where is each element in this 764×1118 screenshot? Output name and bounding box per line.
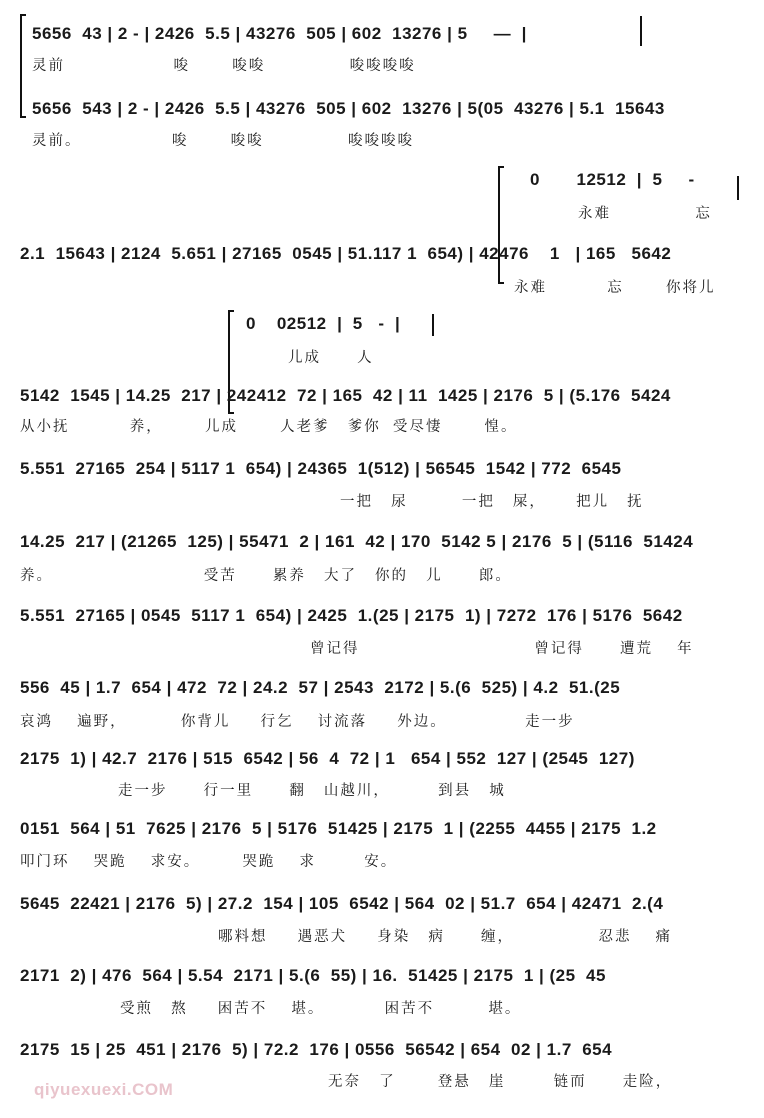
notes-r4: 5142 1545 | 14.25 217 | 242412 72 | 165 42 | 11 1425 | 2176 5 | (5.176 5424 — [20, 386, 671, 405]
lyrics-r7: 曾记得 曾记得 遭荒 年 — [310, 641, 694, 657]
system-bracket-top — [20, 14, 26, 118]
notes-r7: 5.551 27165 | 0545 5117 1 654) | 2425 1.(25 | 2175 1) | 7272 176 | 5176 5642 — [20, 606, 683, 625]
notes-r5: 5.551 27165 254 | 5117 1 654) | 24365 1(512) | 56545 1542 | 772 6545 — [20, 459, 622, 478]
lyrics-r9: 走一步 行一里 翻 山越川， 到县 城 — [118, 783, 506, 799]
notes-r1: 5656 43 | 2 - | 2426 5.5 | 43276 505 | 602 13276 | 5 — | — [32, 24, 527, 43]
lyrics-r8: 哀鸿 遍野， 你背儿 行乞 讨流落 外边。 走一步 — [20, 714, 575, 730]
barline — [737, 176, 739, 200]
notes-r8: 556 45 | 1.7 654 | 472 72 | 24.2 57 | 2543 2172 | 5.(6 525) | 4.2 51.(25 — [20, 678, 621, 697]
notes-r13: 2175 15 | 25 451 | 2176 5) | 72.2 176 | 0556 56542 | 654 02 | 1.7 654 — [20, 1040, 613, 1059]
notes-r10: 0151 564 | 51 7625 | 2176 5 | 5176 51425 | 2175 1 | (2255 4455 | 2175 1.2 — [20, 819, 657, 838]
lyrics-r5: 一把 尿 一把 屎， 把儿 抚 — [340, 494, 644, 510]
barline — [432, 314, 434, 336]
barline — [640, 16, 642, 46]
lyrics-r11: 哪料想 遇恶犬 身染 病 缠， 忍悲 痛 — [218, 929, 673, 945]
notes-r3a: 0 12512 | 5 - — [530, 170, 695, 189]
notes-r9: 2175 1) | 42.7 2176 | 515 6542 | 56 4 72 | 1 654 | 552 127 | (2545 127) — [20, 749, 635, 768]
lyrics-r1: 灵前 唆 唆唆 唆唆唆唆 — [32, 58, 416, 74]
lyrics-r6: 养。 受苦 累养 大了 你的 儿 郎。 — [20, 568, 512, 584]
notes-r3: 2.1 15643 | 2124 5.651 | 27165 0545 | 51.117 1 654) | 42476 1 | 165 5642 — [20, 244, 672, 263]
lyrics-r3a: 永难 忘 — [578, 206, 712, 222]
lyrics-r10: 叩门环 哭跪 求安。 哭跪 求 安。 — [20, 854, 398, 870]
notes-r6: 14.25 217 | (21265 125) | 55471 2 | 161 42 | 170 5142 5 | 2176 5 | (5116 51424 — [20, 532, 694, 551]
lyrics-r13: 无奈 了 登悬 崖 链而 走险， — [328, 1074, 673, 1090]
watermark: qiyuexuexi.COM — [34, 1080, 174, 1099]
system-bracket-mid — [498, 166, 504, 284]
notes-r2: 5656 543 | 2 - | 2426 5.5 | 43276 505 | 602 13276 | 5(05 43276 | 5.1 15643 — [32, 99, 665, 118]
lyrics-r4a: 儿成 人 — [288, 350, 374, 366]
notes-r12: 2171 2) | 476 564 | 5.54 2171 | 5.(6 55) | 16. 51425 | 2175 1 | (25 45 — [20, 966, 606, 985]
lyrics-r12: 受煎 熬 困苦不 堪。 困苦不 堪。 — [120, 1001, 522, 1017]
lyrics-r2: 灵前。 唆 唆唆 唆唆唆唆 — [32, 133, 415, 149]
lyrics-r4: 从小抚 养， 儿成 人老爹 爹你 受尽悽 惶。 — [20, 419, 518, 435]
notes-r4a: 0 02512 | 5 - | — [246, 314, 401, 333]
lyrics-r3: 永难 忘 你将儿 — [514, 280, 716, 296]
notes-r11: 5645 22421 | 2176 5) | 27.2 154 | 105 6542 | 564 02 | 51.7 654 | 42471 2.(4 — [20, 894, 664, 913]
